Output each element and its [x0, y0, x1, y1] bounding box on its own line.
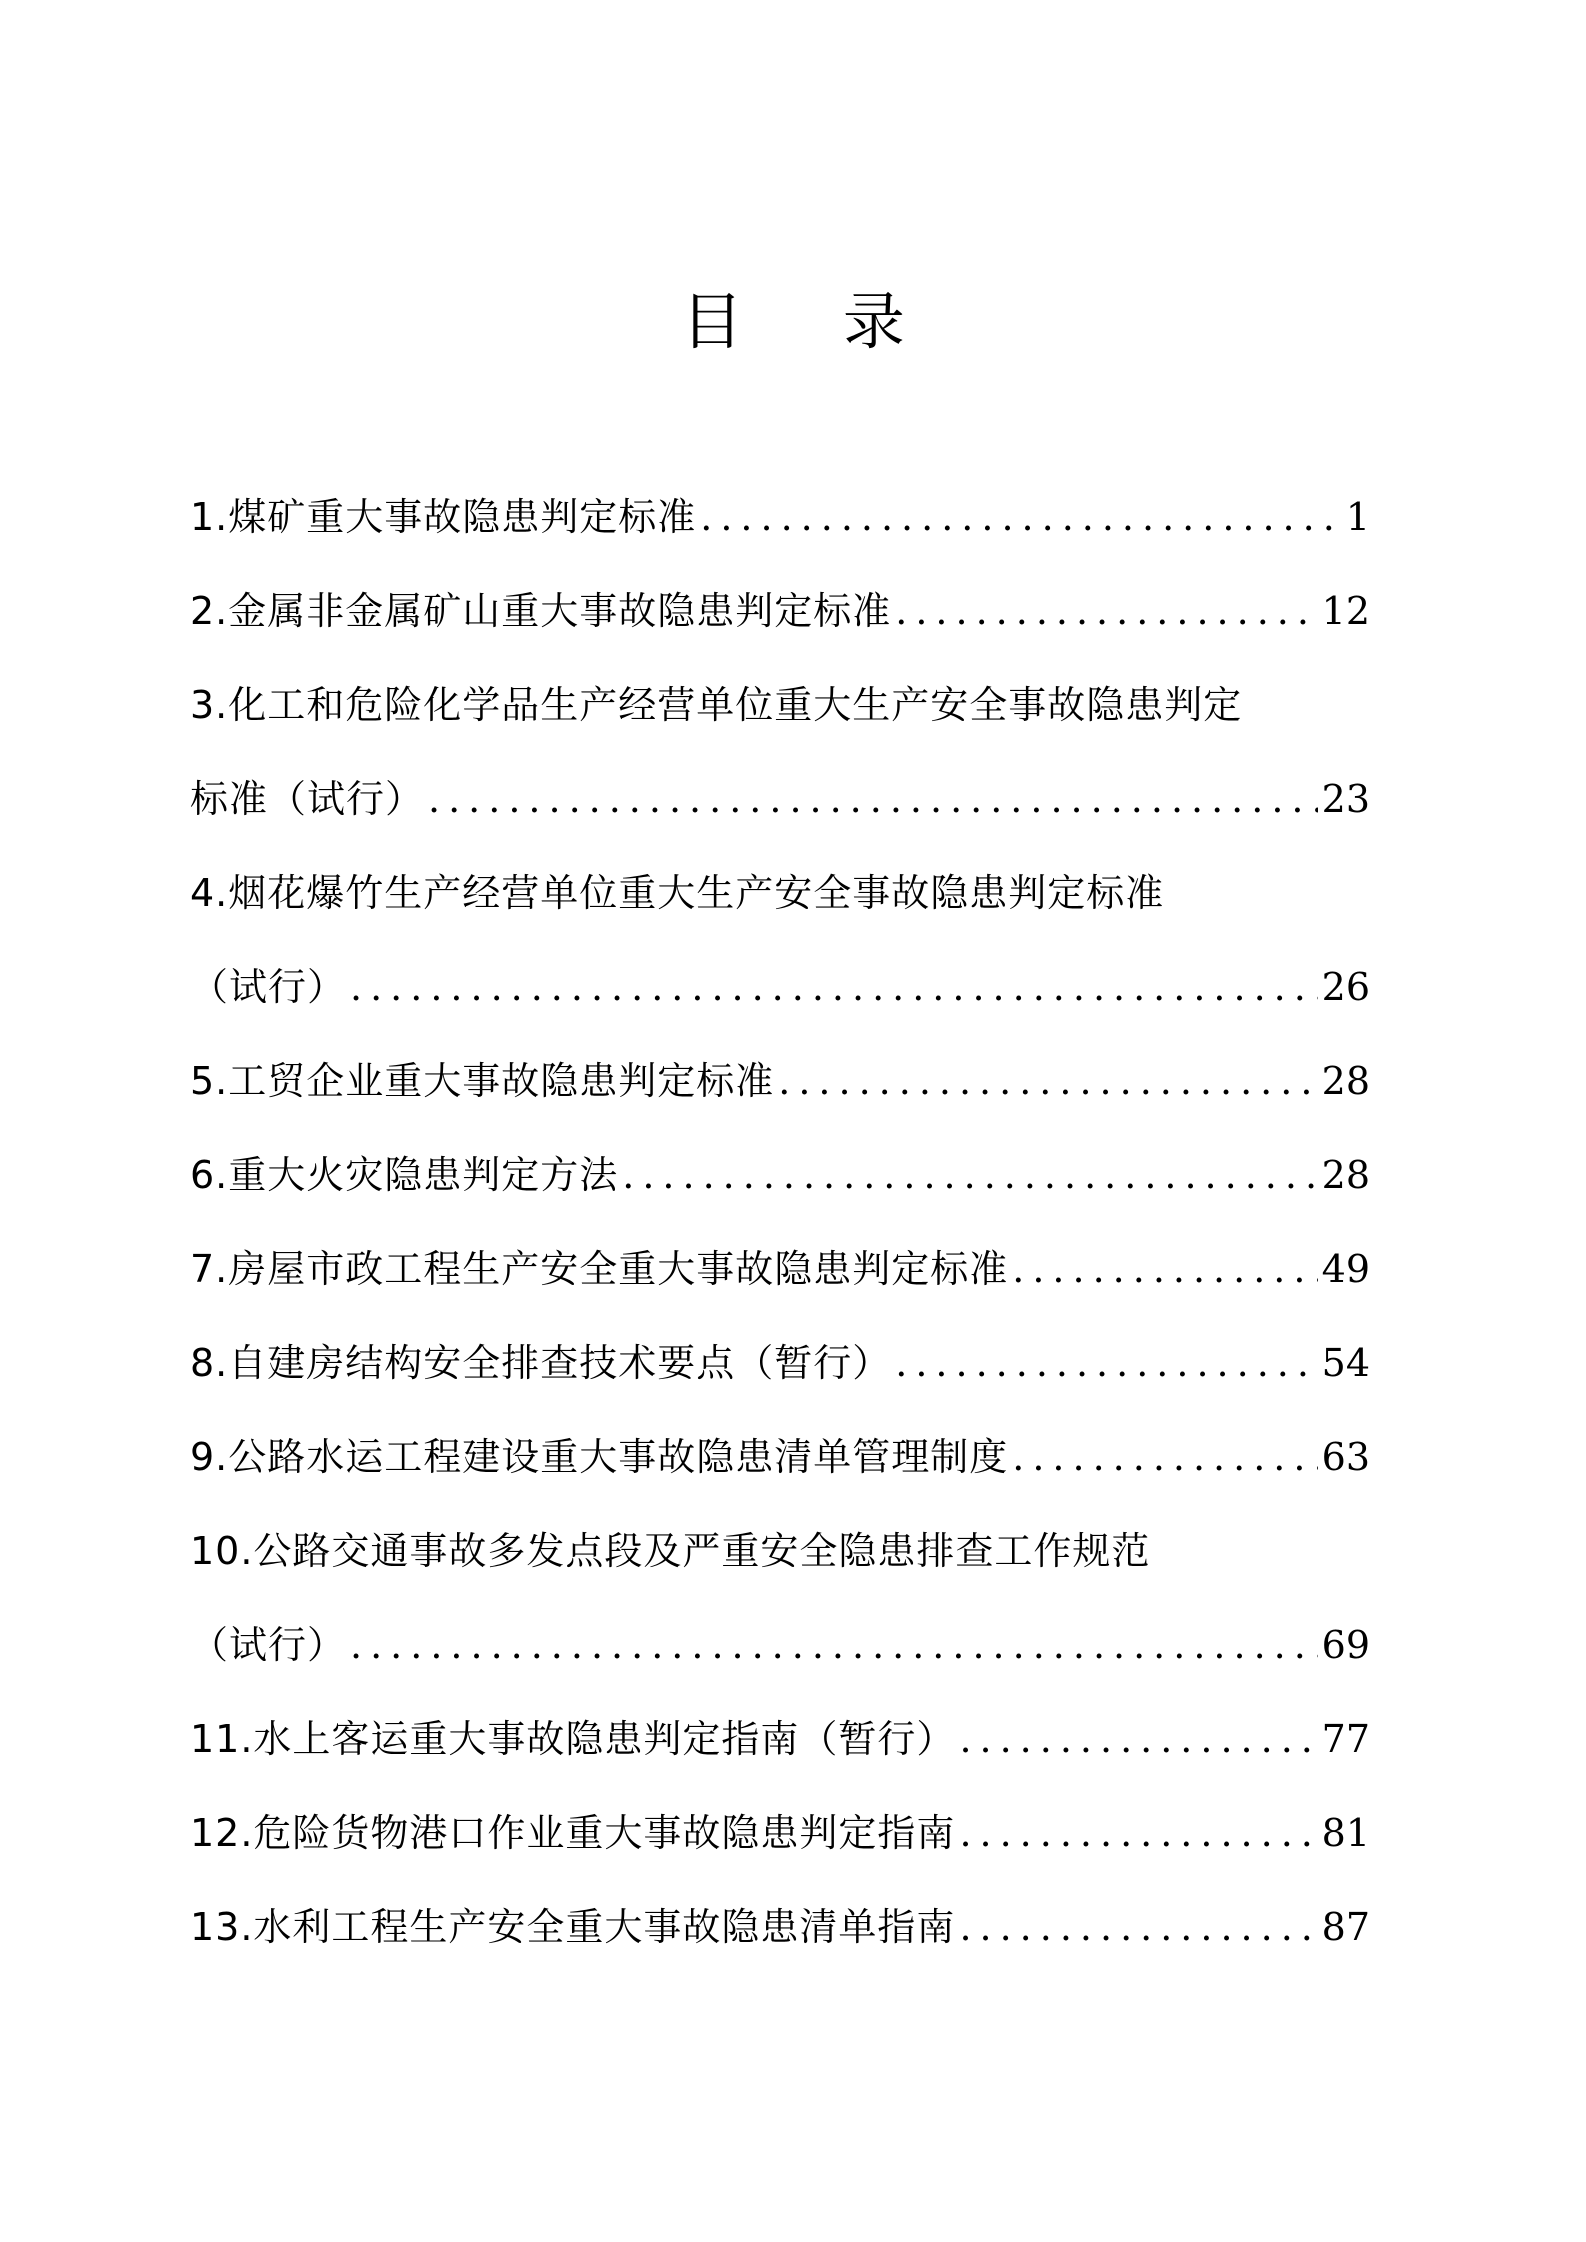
toc-entry-title: 6.重大火灾隐患判定方法 — [190, 1153, 619, 1197]
toc-entry-title: 10.公路交通事故多发点段及严重安全隐患排查工作规范 — [190, 1529, 1151, 1573]
page-title: 目 录 — [681, 285, 945, 358]
dot-leader — [428, 752, 1318, 846]
toc-entry-title: 8.自建房结构安全排查技术要点（暂行） — [190, 1341, 892, 1385]
toc-page-number: 28 — [1321, 1059, 1370, 1103]
toc-entry-4[interactable] — [190, 846, 1370, 940]
table-of-contents — [190, 470, 1370, 1974]
toc-page-number: 23 — [1321, 777, 1370, 821]
toc-entry-7[interactable] — [190, 1222, 1370, 1316]
toc-entry-3[interactable] — [190, 658, 1370, 752]
dot-leader — [778, 1034, 1317, 1128]
toc-page-number: 69 — [1321, 1623, 1370, 1667]
toc-page-number: 49 — [1321, 1247, 1370, 1291]
toc-page-number: 1 — [1345, 495, 1370, 539]
toc-entry-13[interactable] — [190, 1880, 1370, 1974]
dot-leader — [959, 1786, 1317, 1880]
toc-page-number: 28 — [1321, 1153, 1370, 1197]
toc-page-number: 63 — [1321, 1435, 1370, 1479]
toc-entry-title: 4.烟花爆竹生产经营单位重大生产安全事故隐患判定标准 — [190, 871, 1165, 915]
toc-entry-title: 11.水上客运重大事故隐患判定指南（暂行） — [190, 1717, 956, 1761]
toc-entry-title: 7.房屋市政工程生产安全重大事故隐患判定标准 — [190, 1247, 1009, 1291]
toc-entry-title: 9.公路水运工程建设重大事故隐患清单管理制度 — [190, 1435, 1009, 1479]
dot-leader — [959, 1880, 1317, 1974]
dot-leader — [1012, 1410, 1317, 1504]
toc-entry-11[interactable] — [190, 1692, 1370, 1786]
toc-entry-title: 1.煤矿重大事故隐患判定标准 — [190, 495, 697, 539]
dot-leader — [895, 564, 1317, 658]
toc-entry-10[interactable] — [190, 1504, 1370, 1598]
toc-entry-6[interactable] — [190, 1128, 1370, 1222]
toc-entry-1[interactable] — [190, 470, 1370, 564]
toc-page-number: 54 — [1321, 1341, 1370, 1385]
dot-leader — [1012, 1222, 1317, 1316]
toc-page-number: 87 — [1321, 1905, 1370, 1949]
dot-leader — [622, 1128, 1317, 1222]
toc-entry-title: 5.工贸企业重大事故隐患判定标准 — [190, 1059, 775, 1103]
toc-entry-3-continuation[interactable] — [190, 752, 1370, 846]
toc-entry-title-continuation: 标准（试行） — [190, 777, 425, 821]
toc-page-number: 26 — [1321, 965, 1370, 1009]
toc-entry-title-continuation: （试行） — [190, 1623, 347, 1667]
toc-page-number: 81 — [1321, 1811, 1370, 1855]
toc-entry-9[interactable] — [190, 1410, 1370, 1504]
toc-entry-title: 3.化工和危险化学品生产经营单位重大生产安全事故隐患判定 — [190, 683, 1243, 727]
toc-entry-title: 13.水利工程生产安全重大事故隐患清单指南 — [190, 1905, 956, 1949]
dot-leader — [700, 470, 1342, 564]
toc-entry-5[interactable] — [190, 1034, 1370, 1128]
toc-entry-title: 12.危险货物港口作业重大事故隐患判定指南 — [190, 1811, 956, 1855]
toc-entry-12[interactable] — [190, 1786, 1370, 1880]
toc-entry-4-continuation[interactable] — [190, 940, 1370, 1034]
dot-leader — [895, 1316, 1317, 1410]
toc-entry-title-continuation: （试行） — [190, 965, 347, 1009]
dot-leader — [350, 940, 1318, 1034]
toc-entry-10-continuation[interactable] — [190, 1598, 1370, 1692]
toc-entry-title: 2.金属非金属矿山重大事故隐患判定标准 — [190, 589, 892, 633]
toc-entry-2[interactable] — [190, 564, 1370, 658]
dot-leader — [959, 1692, 1317, 1786]
dot-leader — [350, 1598, 1318, 1692]
toc-page-number: 12 — [1321, 589, 1370, 633]
toc-entry-8[interactable] — [190, 1316, 1370, 1410]
toc-page-number: 77 — [1321, 1717, 1370, 1761]
